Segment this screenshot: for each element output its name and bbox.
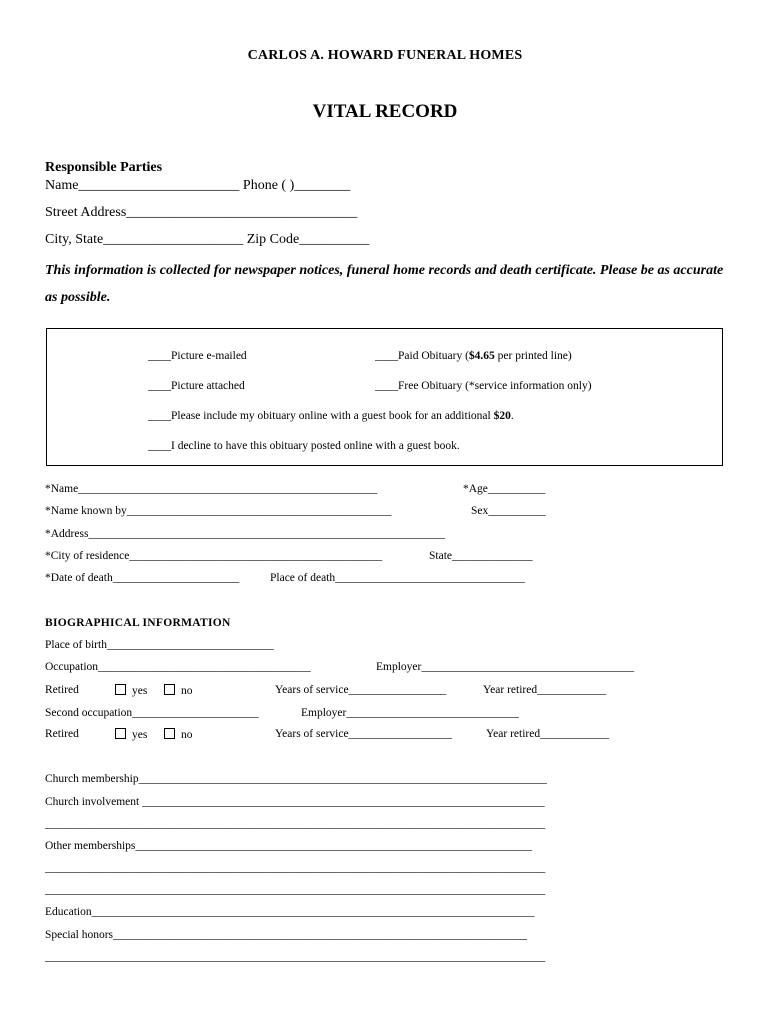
guest-book-prefix: ____Please include my obituary online with a guest book for an additional: [148, 410, 494, 422]
year-retired-field[interactable]: Year retired____________: [483, 684, 607, 696]
page-title: VITAL RECORD: [312, 101, 458, 122]
special-honors-line-2[interactable]: _______________________________________________________________________________________: [45, 951, 546, 963]
free-obituary-option[interactable]: ____Free Obituary (*service information only): [375, 380, 592, 392]
responsible-name-phone-field[interactable]: Name_______________________ Phone ( )________: [45, 178, 351, 193]
paid-obituary-suffix: per printed line): [494, 350, 572, 362]
sex-field[interactable]: Sex__________: [471, 505, 546, 517]
guest-book-price: $20: [493, 410, 511, 422]
responsible-city-zip-field[interactable]: City, State____________________ Zip Code__________: [45, 232, 370, 247]
checkbox-icon[interactable]: [115, 684, 126, 695]
second-occupation-field[interactable]: Second occupation______________________: [45, 707, 259, 719]
deceased-name-field[interactable]: *Name____________________________________________________: [45, 483, 378, 495]
company-name: CARLOS A. HOWARD FUNERAL HOMES: [247, 48, 523, 63]
yes-label: yes: [132, 729, 148, 741]
paid-obituary-prefix: ____Paid Obituary (: [375, 350, 469, 362]
occupation-field[interactable]: Occupation_____________________________________: [45, 661, 311, 673]
no-label: no: [181, 685, 193, 697]
picture-attached-option[interactable]: ____Picture attached: [148, 380, 245, 392]
church-involvement-field[interactable]: Church involvement ______________________________________________________________________: [45, 796, 545, 808]
accuracy-notice: This information is collected for newspaper notices, funeral home records and death certificate. Please be as accurate as possible.: [45, 263, 724, 305]
picture-emailed-option[interactable]: ____Picture e-mailed: [148, 350, 247, 362]
retired-label: Retired: [45, 684, 79, 696]
responsible-parties-heading: Responsible Parties: [45, 160, 163, 175]
place-of-birth-field[interactable]: Place of birth_____________________________: [45, 639, 274, 651]
date-of-death-field[interactable]: *Date of death______________________: [45, 572, 240, 584]
education-field[interactable]: Education_____________________________________________________________________________: [45, 906, 535, 918]
checkbox-icon[interactable]: [164, 684, 175, 695]
year-retired-field-2[interactable]: Year retired____________: [486, 728, 610, 740]
years-of-service-field-2[interactable]: Years of service__________________: [275, 728, 453, 740]
biographical-heading: BIOGRAPHICAL INFORMATION: [45, 617, 231, 629]
other-memberships-field[interactable]: Other memberships_____________________________________________________________________: [45, 840, 533, 852]
city-of-residence-field[interactable]: *City of residence____________________________________________: [45, 550, 383, 562]
retired-label-2: Retired: [45, 728, 79, 740]
retired-no-option[interactable]: [164, 684, 193, 697]
yes-label: yes: [132, 685, 148, 697]
second-employer-field[interactable]: Employer______________________________: [301, 707, 519, 719]
paid-obituary-option[interactable]: [375, 350, 572, 362]
church-involvement-continued-line[interactable]: _______________________________________________________________________________________: [45, 818, 546, 830]
employer-field[interactable]: Employer_____________________________________: [376, 661, 635, 673]
guest-book-option[interactable]: [148, 410, 514, 422]
state-field[interactable]: State______________: [429, 550, 533, 562]
retired-no-option-2[interactable]: [164, 728, 193, 741]
place-of-death-field[interactable]: Place of death_________________________________: [270, 572, 525, 584]
other-memberships-line-3[interactable]: _______________________________________________________________________________________: [45, 884, 546, 896]
other-memberships-line-2[interactable]: _______________________________________________________________________________________: [45, 862, 546, 874]
church-membership-field[interactable]: Church membership_______________________________________________________________________: [45, 773, 547, 785]
checkbox-icon[interactable]: [164, 728, 175, 739]
name-known-by-field[interactable]: *Name known by______________________________________________: [45, 505, 392, 517]
paid-obituary-price: $4.65: [468, 350, 495, 362]
checkbox-icon[interactable]: [115, 728, 126, 739]
special-honors-field[interactable]: Special honors________________________________________________________________________: [45, 929, 528, 941]
decline-guest-book-option[interactable]: ____I decline to have this obituary posted online with a guest book.: [148, 440, 460, 452]
no-label: no: [181, 729, 193, 741]
guest-book-suffix: .: [510, 410, 514, 422]
retired-yes-option[interactable]: [115, 684, 147, 697]
address-field[interactable]: *Address______________________________________________________________: [45, 528, 445, 540]
age-field[interactable]: *Age__________: [463, 483, 546, 495]
responsible-street-field[interactable]: Street Address_________________________________: [45, 205, 358, 220]
years-of-service-field[interactable]: Years of service_________________: [275, 684, 447, 696]
retired-yes-option-2[interactable]: [115, 728, 147, 741]
